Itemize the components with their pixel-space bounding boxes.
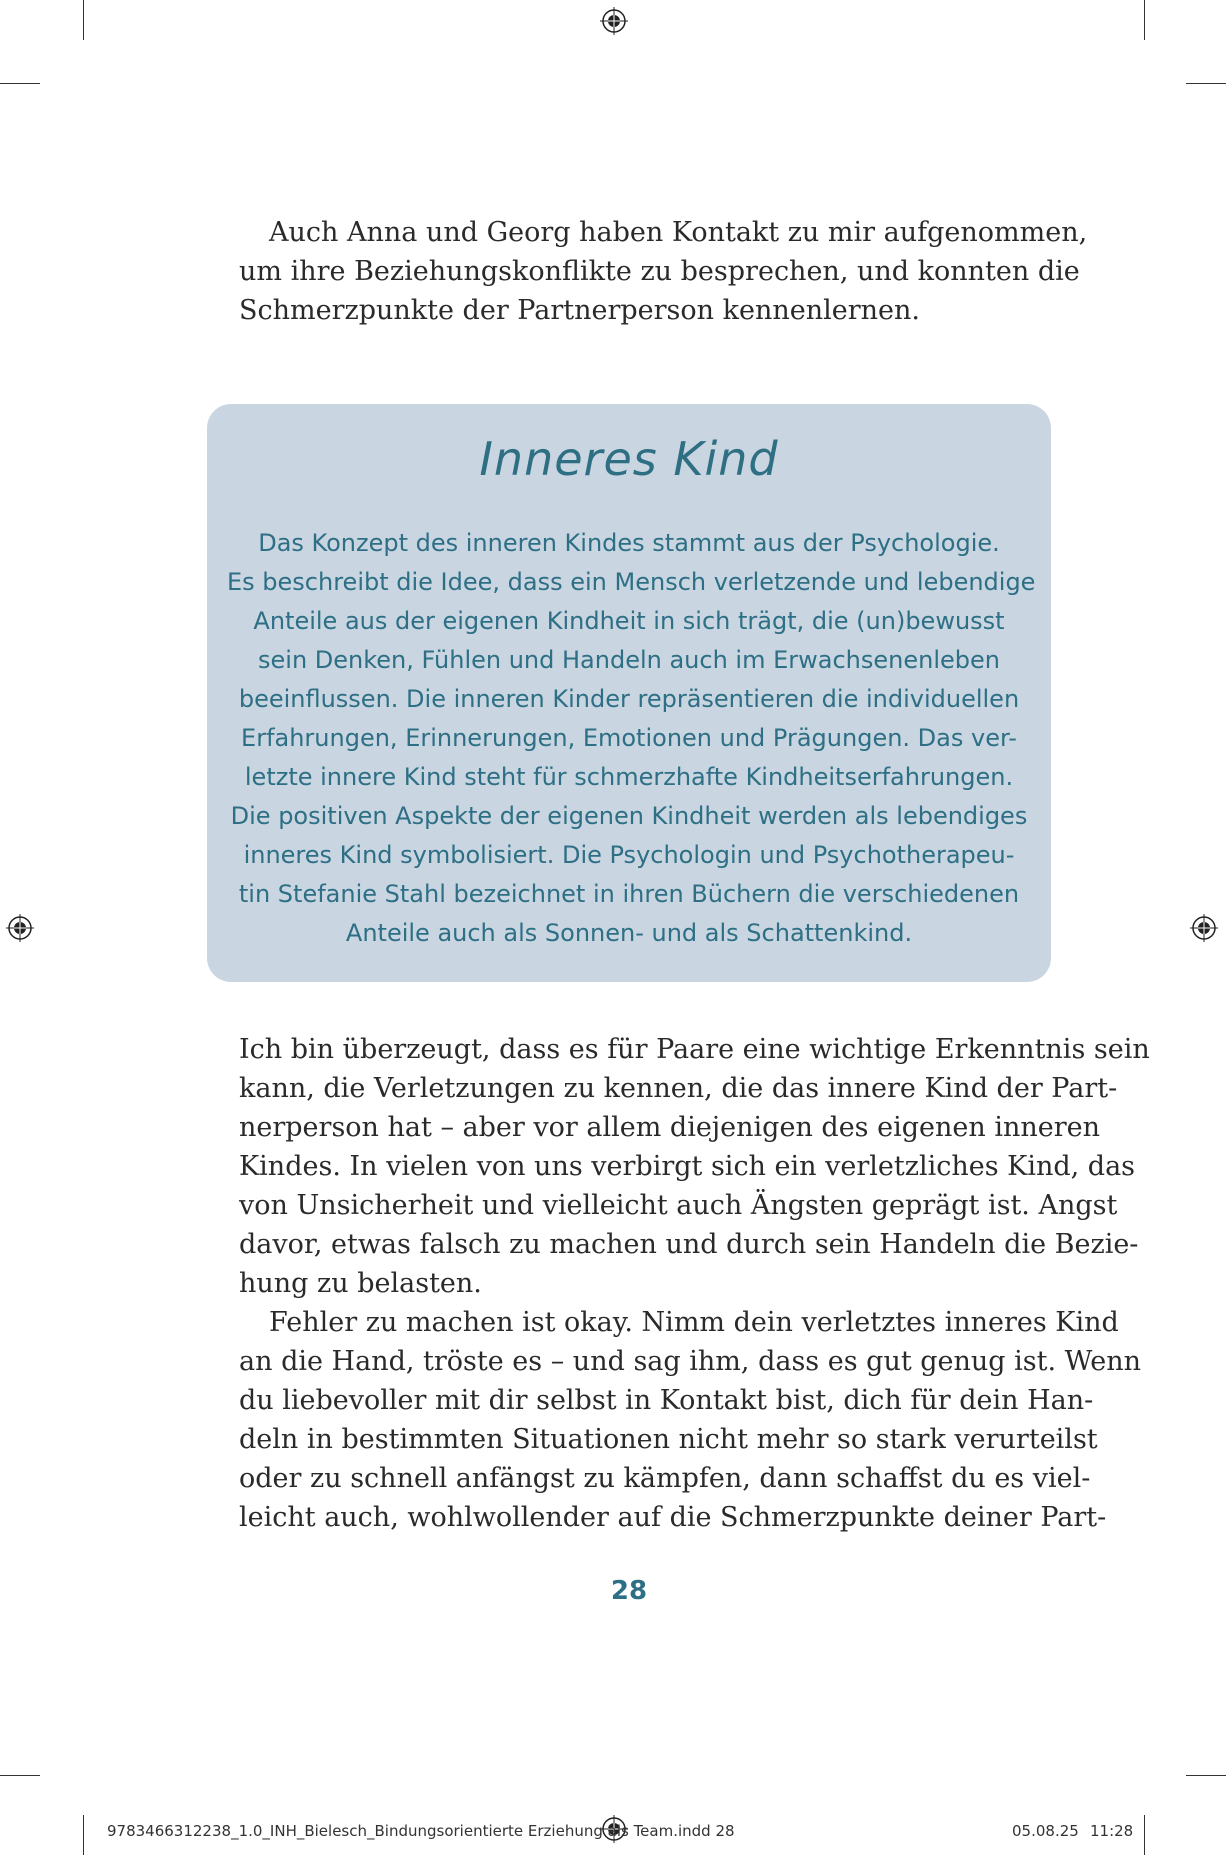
slug-filename: 9783466312238_1.0_INH_Bielesch_Bindungsorientierte Erziehung als Team.indd 28 [107,1822,735,1840]
text-line: hung zu belasten. [239,1268,482,1299]
text-line: Auch Anna und Georg haben Kontakt zu mir aufgenommen, [269,217,1088,248]
text-line: an die Hand, tröste es – und sag ihm, dass es gut genug ist. Wenn [239,1346,1141,1377]
text-line: Ich bin überzeugt, dass es für Paare eine wichtige Erkenntnis sein [239,1034,1150,1065]
text-line: Erfahrungen, Erinnerungen, Emotionen und Prägungen. Das ver- [241,724,1017,752]
text-line: inneres Kind symbolisiert. Die Psychologin und Psychotherapeu- [243,841,1015,869]
info-box-title: Inneres Kind [479,432,779,486]
crop-mark-top-right-vertical [1144,0,1145,40]
intro-paragraph [239,213,1088,330]
text-line: nerperson hat – aber vor allem diejenigen des eigenen inneren [239,1112,1100,1143]
text-line: letzte innere Kind steht für schmerzhafte Kindheitserfahrungen. [244,763,1014,791]
crop-mark-top-left-vertical [83,0,84,40]
text-line: beeinflussen. Die inneren Kinder repräsentieren die individuellen [238,685,1020,713]
text-line: von Unsicherheit und vielleicht auch Ängsten geprägt ist. Angst [239,1190,1118,1221]
text-line: oder zu schnell anfängst zu kämpfen, dann schaffst du es viel- [239,1463,1091,1494]
registration-mark-icon [600,7,628,35]
text-line: Kindes. In vielen von uns verbirgt sich ein verletzliches Kind, das [239,1151,1136,1182]
text-line: Das Konzept des inneren Kindes stammt aus der Psychologie. [258,529,1000,557]
crop-mark-bottom-left-vertical [83,1815,84,1855]
crop-mark-bottom-right-vertical [1144,1815,1145,1855]
slug-date: 05.08.25 [1012,1822,1079,1840]
text-line: Schmerzpunkte der Partnerperson kennenlernen. [239,295,920,326]
text-line: Es beschreibt die Idee, dass ein Mensch verletzende und lebendige [227,568,1036,596]
text-line: davor, etwas falsch zu machen und durch sein Handeln die Bezie- [239,1229,1139,1260]
text-line: um ihre Beziehungskonflikte zu besprechen, und konnten die [239,256,1080,287]
crop-mark-bottom-right-horizontal [1186,1775,1226,1776]
text-line: sein Denken, Fühlen und Handeln auch im Erwachsenenleben [258,646,1000,674]
crop-mark-top-left-horizontal [0,83,40,84]
body-paragraph-2 [239,1303,1141,1537]
text-line: kann, die Verletzungen zu kennen, die das innere Kind der Part- [239,1073,1118,1104]
slug-time: 11:28 [1090,1822,1134,1840]
text-line: leicht auch, wohlwollender auf die Schmerzpunkte deiner Part- [239,1502,1107,1533]
crop-mark-bottom-left-horizontal [0,1775,40,1776]
registration-mark-icon [6,914,34,942]
info-box-text [227,524,1036,953]
text-line: Anteile aus der eigenen Kindheit in sich trägt, die (un)bewusst [253,607,1005,635]
text-line: Fehler zu machen ist okay. Nimm dein verletztes inneres Kind [269,1307,1119,1338]
text-line: Die positiven Aspekte der eigenen Kindheit werden als lebendiges [230,802,1028,830]
info-box [207,404,1051,982]
text-line: deln in bestimmten Situationen nicht mehr so stark verurteilst [239,1424,1098,1455]
crop-mark-top-right-horizontal [1186,83,1226,84]
registration-mark-icon [1190,914,1218,942]
text-line: tin Stefanie Stahl bezeichnet in ihren Büchern die verschiedenen [238,880,1020,908]
text-line: du liebevoller mit dir selbst in Kontakt bist, dich für dein Han- [239,1385,1094,1416]
text-line: Anteile auch als Sonnen- und als Schattenkind. [345,919,913,947]
page-number: 28 [610,1576,648,1606]
body-paragraph-1 [239,1030,1150,1303]
